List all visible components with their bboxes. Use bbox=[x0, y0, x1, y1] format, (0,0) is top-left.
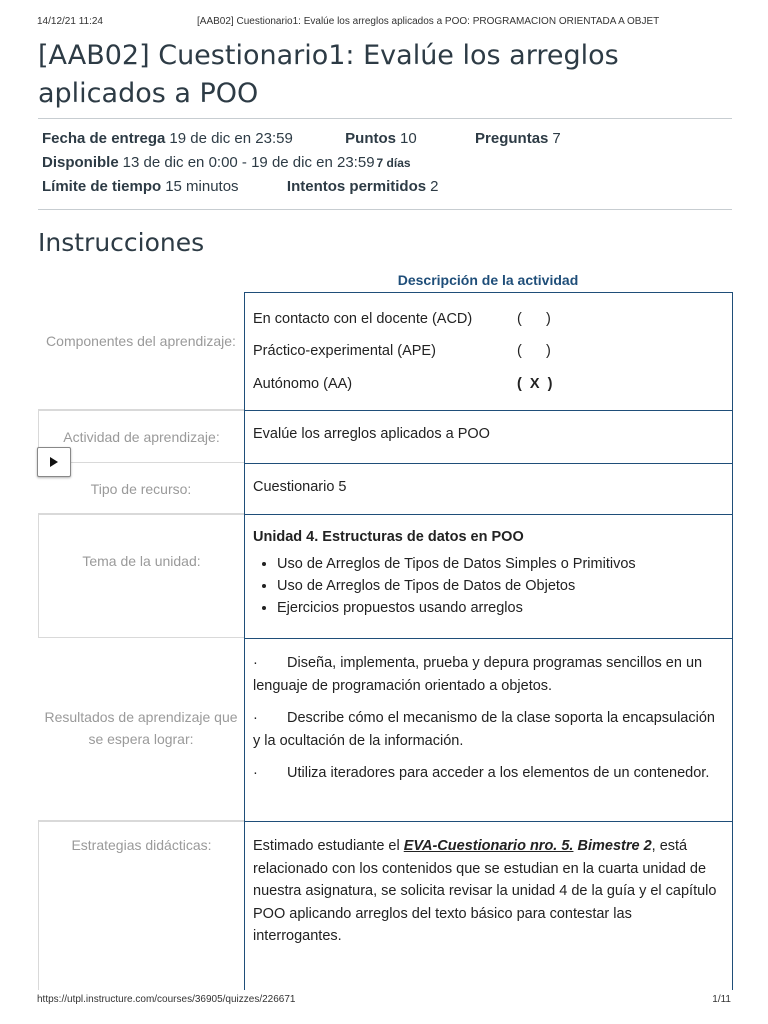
preguntas-value: 7 bbox=[552, 130, 561, 147]
componente-acd bbox=[253, 311, 573, 327]
print-url: https://utpl.instructure.com/courses/36905/quizzes/226671 bbox=[37, 994, 296, 1005]
limite-value: 15 minutos bbox=[165, 178, 239, 195]
estrategias-post: , está relacionado con los contenidos que se estudian en la cuarta unidad de nuestra asignatura, se solicita revisar la unidad 4 de la guía y el capítulo POO aplicando arreglos del texto básico para contestar las interrogantes. bbox=[253, 838, 717, 944]
tema-title: Unidad 4. Estructuras de datos en POO bbox=[253, 529, 524, 545]
meta-row-3 bbox=[42, 178, 438, 195]
print-datetime: 14/12/21 11:24 bbox=[37, 16, 103, 27]
print-page-number: 1/11 bbox=[712, 994, 731, 1005]
instructions-heading: Instrucciones bbox=[38, 228, 205, 257]
componente-acd-label: En contacto con el docente (ACD) bbox=[253, 311, 473, 327]
recurso-label: Tipo de recurso: bbox=[38, 463, 244, 514]
componente-aa-label: Autónomo (AA) bbox=[253, 376, 353, 392]
estrategias-label: Estrategias didácticas: bbox=[38, 821, 244, 990]
tema-item: • Uso de Arreglos de Tipos de Datos Simples o Primitivos bbox=[277, 553, 732, 575]
estrategias-pre: Estimado estudiante el bbox=[253, 838, 404, 854]
tema-list bbox=[253, 553, 732, 619]
actividad-value: Evalúe los arreglos aplicados a POO bbox=[244, 410, 733, 464]
tema-label: Tema de la unidad: bbox=[38, 514, 244, 638]
intentos-label: Intentos permitidos bbox=[286, 178, 427, 195]
preguntas-label: Preguntas bbox=[475, 130, 549, 147]
estrategias-link: EVA-Cuestionario nro. 5. bbox=[403, 838, 574, 854]
componentes-label: Componentes del aprendizaje: bbox=[38, 292, 244, 410]
componentes-cell bbox=[244, 292, 733, 411]
resultado-item bbox=[253, 652, 722, 698]
intentos-value: 2 bbox=[430, 178, 439, 195]
componente-ape bbox=[253, 343, 573, 359]
divider-top bbox=[38, 118, 732, 119]
componente-ape-label: Práctico-experimental (APE) bbox=[253, 343, 436, 359]
meta-row-1 bbox=[42, 130, 561, 147]
resultado-bullet: · bbox=[253, 765, 258, 781]
resultado-bullet: · bbox=[253, 655, 258, 671]
print-doc-title: [AAB02] Cuestionario1: Evalúe los arreglos aplicados a POO: PROGRAMACION ORIENTADA A OBJET bbox=[197, 16, 660, 27]
estrategias-text bbox=[253, 835, 720, 948]
componente-aa-mark: ( X ) bbox=[517, 376, 553, 392]
resultado-bullet: · bbox=[253, 710, 258, 726]
disponible-value: 13 de dic en 0:00 - 19 de dic en 23:59 bbox=[122, 154, 375, 171]
resultado-text: Utiliza iteradores para acceder a los elementos de un contenedor. bbox=[287, 765, 710, 781]
recurso-value: Cuestionario 5 bbox=[244, 463, 733, 515]
actividad-label: Actividad de aprendizaje: bbox=[38, 410, 244, 463]
divider-bottom bbox=[38, 209, 732, 210]
fecha-label: Fecha de entrega bbox=[42, 130, 166, 147]
tema-item: • Uso de Arreglos de Tipos de Datos de Objetos bbox=[277, 575, 732, 597]
disponible-days: 7 días bbox=[376, 156, 411, 170]
resultado-item bbox=[253, 762, 722, 785]
limite-label: Límite de tiempo bbox=[42, 178, 162, 195]
resultado-text: Diseña, implementa, prueba y depura programas sencillos en un lenguaje de programación orientado a objetos. bbox=[253, 655, 703, 694]
componente-aa bbox=[253, 376, 573, 392]
activity-table-title: Descripción de la actividad bbox=[397, 272, 579, 288]
puntos-label: Puntos bbox=[345, 130, 397, 147]
tema-cell bbox=[244, 514, 733, 639]
meta-row-2 bbox=[42, 154, 411, 171]
componente-ape-mark: ( ) bbox=[517, 343, 551, 359]
quiz-title: [AAB02] Cuestionario1: Evalúe los arreglos aplicados a POO bbox=[38, 40, 619, 109]
estrategias-bimestre: Bimestre 2 bbox=[573, 838, 652, 854]
tema-item: • Ejercicios propuestos usando arreglos bbox=[277, 597, 732, 619]
puntos-value: 10 bbox=[400, 130, 417, 147]
resultado-item bbox=[253, 707, 722, 753]
componente-acd-mark: ( ) bbox=[517, 311, 551, 327]
resultado-text: Describe cómo el mecanismo de la clase soporta la encapsulación y la ocultación de la información. bbox=[253, 710, 715, 749]
resultados-cell bbox=[244, 638, 733, 822]
resultados-label: Resultados de aprendizaje que se espera lograr: bbox=[38, 638, 244, 821]
fecha-value: 19 de dic en 23:59 bbox=[169, 130, 293, 147]
estrategias-cell bbox=[244, 821, 733, 990]
disponible-label: Disponible bbox=[42, 154, 119, 171]
